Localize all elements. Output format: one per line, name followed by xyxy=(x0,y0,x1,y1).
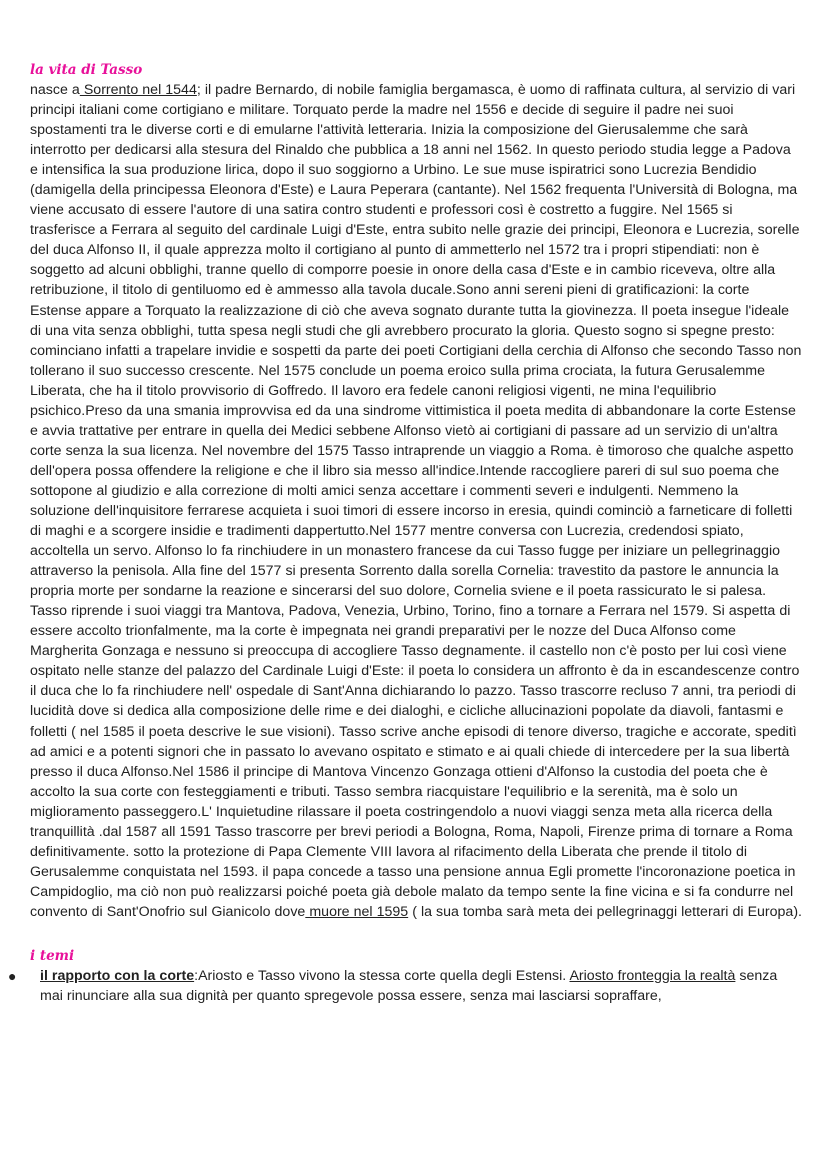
section-title-vita: la vita di Tasso xyxy=(30,62,143,78)
birth-link-text: Sorrento nel 1544 xyxy=(79,82,197,98)
biography-body: ; il padre Bernardo, di nobile famiglia bergamasca, è uomo di raffinata cultura, al servizio di vari principi italiani come cortigiano e militare. Torquato perde la madre nel 1556 e decide di seguire il padre nei suoi spostamenti tra le diverse corti e di emularne l'attività letteraria. Inizia la composizione del Gierusalemme che sarà interrotto per dedicarsi alla stesura del Rinaldo che pubblica a 18 anni nel 1562. In questo periodo studia legge a Padova e intensifica la sua produzione lirica, dopo il suo soggiorno a Urbino. Le sue muse ispiratrici sono Lucrezia Bendidio (damigella della principessa Eleonora d'Este) e Laura Peperara (cantante). Nel 1562 frequenta l'Università di Bologna, ma viene accusato di essere l'autore di una satira contro studenti e professori così è costretto a fuggire. Nel 1565 si trasferisce a Ferrara al seguito del cardinale Luigi d'Este, entra subito nelle grazie dei principi, Eleonora e Lucrezia, sorelle del duca Alfonso II, il quale apprezza molto il cortigiano al punto di ammetterlo nel 1572 tra i propri stipendiati: non è soggetto ad alcuni obblighi, tranne quello di comporre poesie in onore della casa d'Este e in cambio riceveva, oltre alla retribuzione, il titolo di gentiluomo ed è ammesso alla tavola ducale.Sono anni sereni pieni di gratificazioni: la corte Estense appare a Torquato la realizzazione di ciò che aveva sognato durante tutta la giovinezza. Il poeta insegue l'ideale di una vita senza obblighi, tutta spesa negli studi che gli avrebbero procurato la gloria. Questo sogno si spegne presto: cominciano infatti a trapelare invidie e sospetti da parte dei poeti Cortigiani della cerchia di Alfonso che secondo Tasso non tollerano il suo successo crescente. Nel 1575 conclude un poema eroico sulla prima crociata, la futura Gerusalemme Liberata, che ha il titolo provvisorio di Goffredo. Il lavoro era fedele canoni religiosi vigenti, ne mina l'equilibrio psichico.Preso da una smania improvvisa ed da una sindrome vittimistica il poeta medita di abbandonare la corte Estense e avvia trattative per entrare in quella dei Medici sebbene Alfonso vietò ai cortigiani di passare ad un servizio di un'altra corte senza la sua licenza. Nel novembre del 1575 Tasso intraprende un viaggio a Roma. è timoroso che qualche aspetto dell'opera possa offendere la religione e che il libro sia messo all'indice.Intende raccogliere pareri di sul suo poema che sottopone al giudizio e alla correzione di molti amici senza accettare i commenti severi e indulgenti. Nemmeno la soluzione dell'inquisitore ferrarese acquieta i suoi timori di essere incorso in eresia, quindi cominciò a farneticare di folletti di maghi e a scorgere insidie e tradimenti dappertutto.Nel 1577 mentre conversa con Lucrezia, credendosi spiato, accoltella un servo. Alfonso lo fa rinchiudere in un monastero francese da cui Tasso fugge per iniziare un pellegrinaggio attraverso la penisola. Alla fine del 1577 si presenta Sorrento dalla sorella Cornelia: travestito da pastore le annuncia la propria morte per sondarne la reazione e sincerarsi del suo dolore, Cornelia sviene e il poeta rassicurato le si palesa. Tasso riprende i suoi viaggi tra Mantova, Padova, Venezia, Urbino, Torino, fino a tornare a Ferrara nel 1579. Si aspetta di essere accolto trionfalmente, ma la corte è impegnata nei grandi preparativi per le nozze del Duca Alfonso come Margherita Gonzaga e nessuno si preoccupa di accogliere Tasso degnamente. il castello non c'è posto per lui così viene ospitato nelle stanze del palazzo del Cardinale Luigi d'Este: il poeta lo considera un affronto è da in escandescenze contro il duca che lo fa rinchiudere nell' ospedale di Sant'Anna dichiarando lo pazzo. Tasso trascorre recluso 7 anni, tra periodi di lucidità dove si dedica alla composizione delle rime e dei dialoghi, e cicliche allucinazioni popolate da diavoli, fantasmi e folletti ( nel 1585 il poeta descrive le sue visioni). Tasso scrive anche episodi di tenore diverso, tragiche e accorate, speditì ad amici e a potenti signori che in passato lo avevano ospitato e stimato e ai quali chiede di intercedere per la sua libertà presso il duca Alfonso.Nel 1586 il principe di Mantova Vincenzo Gonzaga ottieni d'Alfonso la custodia del poeta che è accolto la sua corte con festeggiamenti e tributi. Tasso sembra riacquistare l'equilibrio e la serenità, ma è solo un miglioramento passeggero.L' Inquietudine rilassare il poeta costringendolo a nuovi viaggi senza meta alla ricerca della tranquillità .dal 1587 all 1591 Tasso trascorre per brevi periodi a Bologna, Roma, Napoli, Firenze prima di tornare a Roma definitivamente. sotto la protezione di Papa Clemente VIII lavora al rifacimento della Liberata che prende il titolo di Gerusalemme conquistata nel 1593. il papa concede a tasso una pensione annua Egli promette l'incoronazione poetica in Campidoglio, ma ciò non può realizzarsi poiché poeta già debole malato da tempo sente la fine vicina e si fa condurre nel convento di Sant'Onofrio sul Gianicolo dove xyxy=(30,82,802,920)
theme-heading: il rapporto con la corte xyxy=(40,967,195,984)
section-title-temi: i temi xyxy=(30,947,75,964)
document-page xyxy=(8,60,802,1006)
bullet-icon: ● xyxy=(8,967,17,984)
biography-paragraph xyxy=(30,80,802,922)
death-link-text: muore nel 1595 xyxy=(305,903,409,920)
biography-ending: ( la sua tomba sarà meta dei pellegrinaggi letterari di Europa). xyxy=(408,903,802,920)
biography-intro: nasce a xyxy=(30,82,80,98)
list-item xyxy=(8,966,802,1006)
theme-paragraph xyxy=(40,966,802,1006)
theme-underlined-text: Ariosto fronteggia la realtà xyxy=(569,967,736,984)
theme-text-start: :Ariosto e Tasso vivono la stessa corte quella degli Estensi. xyxy=(194,967,570,984)
theme-text-end: senza mai rinunciare alla sua dignità per quanto spregevole possa essere, senza mai lasciarsi sopraffare, xyxy=(40,967,778,1005)
